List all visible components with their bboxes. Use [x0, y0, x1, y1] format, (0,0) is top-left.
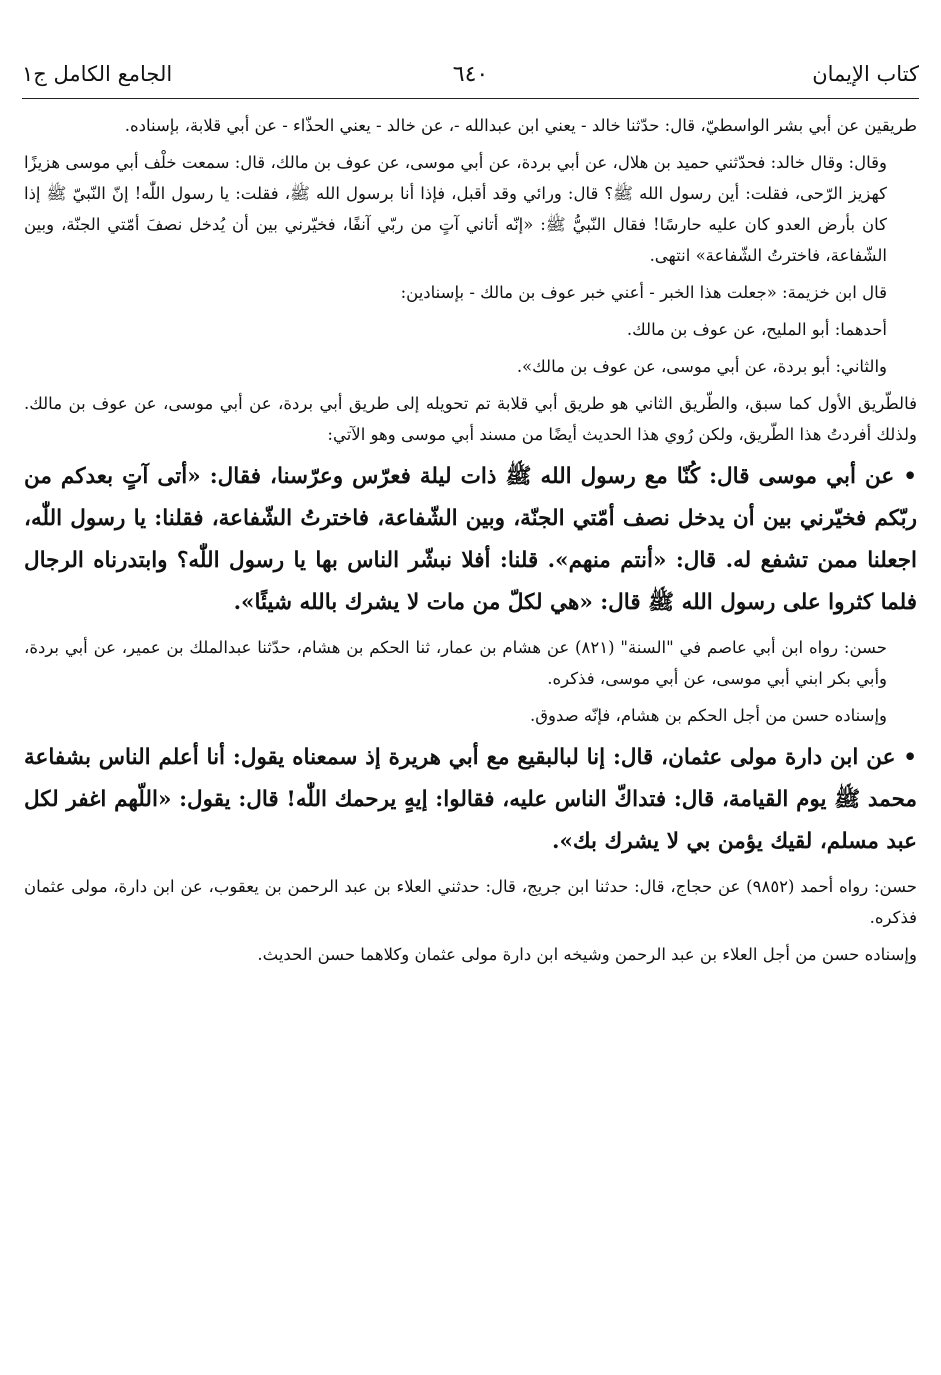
paragraph-continuation: طريقين عن أبي بشر الواسطيّ، قال: حدّثنا خالد - يعني ابن عبدالله -، عن خالد - يعني الحذّاء - عن أبي قلابة، بإسناده.	[124, 116, 917, 135]
paragraph-ibn-khuzaymah: قال ابن خزيمة: «جعلت هذا الخبر - أعني خبر عوف بن مالك - بإسنادين:	[400, 283, 887, 302]
grading-note-2: وإسناده حسن من أجل العلاء بن عبد الرحمن وشيخه ابن دارة مولى عثمان وكلاهما حسن الحديث.	[257, 945, 917, 964]
hadith-abu-musa: • عن أبي موسى قال: كُنّا مع رسول الله ﷺ ذات ليلة فعرّس وعرّسنا، فقال: «أتى آتٍ بعدكم من ربّكم فخيّرني بين أن يدخل نصف أمّتي الجنّة، وبين الشّفاعة، فاخترتُ الشّفاعة، فقلنا: يا رسول اللّٰه، اجعلنا ممن تشفع له. قال: «أنتم منهم». قلنا: أفلا نبشّر الناس بها يا رسول اللّٰه؟ وابتدرناه الرجال فلما كثروا على رسول الله ﷺ قال: «هي لكلّ من مات لا يشرك بالله شيئًا».	[24, 464, 917, 615]
page-body	[24, 110, 917, 976]
hadith-ibn-darah: • عن ابن دارة مولى عثمان، قال: إنا لبالبقيع مع أبي هريرة إذ سمعناه يقول: أنا أعلم الناس بشفاعة محمد ﷺ يوم القيامة، قال: فتداكّ الناس عليه، فقالوا: إيهٍ يرحمك اللّٰه! قال: يقول: «اللّهم اغفر لكل عبد مسلم، لقيك يؤمن بي لا يشرك بك».	[24, 745, 917, 854]
takhrij-ibn-abi-asim: حسن: رواه ابن أبي عاصم في "السنة" (٨٢١) عن هشام بن عمار، ثنا الحكم بن هشام، حدّثنا عبدالملك بن عمير، عن أبي بردة، وأبي بكر ابني أبي موسى، عن أبي موسى، فذكره.	[24, 638, 887, 688]
chapter-title: كتاب الإيمان	[812, 62, 919, 86]
paragraph-khalid-narration: وقال: وقال خالد: فحدّثني حميد بن هلال، عن أبي بردة، عن أبي موسى، عن عوف بن مالك، قال: سمعت خلْف أبي موسى هزيزًا كهزيز الرّحى، فقلت: أين رسول الله ﷺ؟ قال: ورائي وقد أقبل، فإذا أنا برسول الله ﷺ، فقلت: يا رسول اللّٰه! إنّ النّبيّ ﷺ إذا كان بأرض العدو كان عليه حارسًا! فقال النّبيُّ ﷺ: «إنّه أتاني آتٍ من ربّي آنفًا، فخيّرني بين أن يُدخل نصفَ أمّتي الجنّة، وبين الشّفاعة، فاخترتُ الشّفاعة» انتهى.	[24, 153, 887, 265]
paragraph-second-chain: والثاني: أبو بردة، عن أبي موسى، عن عوف بن مالك».	[516, 357, 887, 376]
paragraph-routes-note: فالطّريق الأول كما سبق، والطّريق الثاني هو طريق أبي قلابة تم تحويله إلى طريق أبي بردة، عن أبي موسى، عن عوف بن مالك. ولذلك أفردتُ هذا الطّريق، ولكن رُوي هذا الحديث أيضًا من مسند أبي موسى وهو الآتي:	[24, 394, 917, 444]
takhrij-ahmad: حسن: رواه أحمد (٩٨٥٢) عن حجاج، قال: حدثنا ابن جريج، قال: حدثني العلاء بن عبد الرحمن بن يعقوب، عن ابن دارة، مولى عثمان فذكره.	[24, 877, 918, 927]
header-rule	[22, 98, 919, 99]
book-title: الجامع الكامل ج١	[22, 62, 173, 86]
running-header	[22, 56, 919, 92]
paragraph-first-chain: أحدهما: أبو المليح، عن عوف بن مالك.	[626, 320, 887, 339]
grading-note-1: وإسناده حسن من أجل الحكم بن هشام، فإنّه صدوق.	[529, 706, 887, 725]
page-number: ٦٤٠	[452, 61, 489, 87]
